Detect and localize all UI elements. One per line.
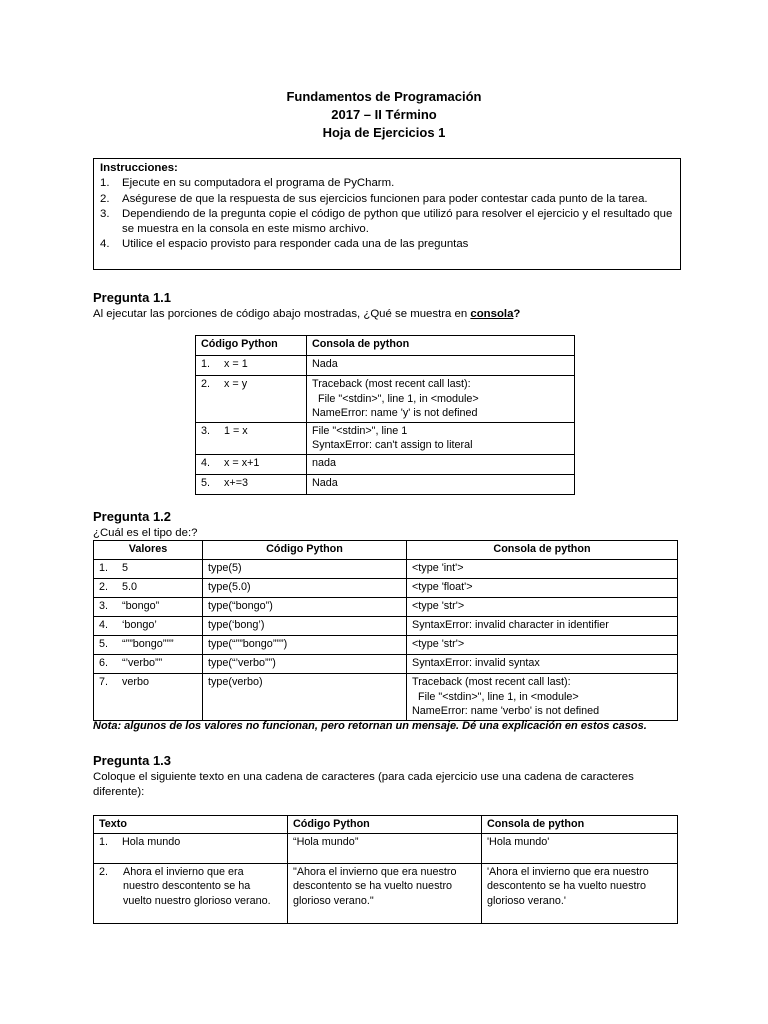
code-text: x = 1 bbox=[224, 358, 248, 370]
row-number: 3. bbox=[201, 424, 211, 437]
console-cell bbox=[307, 454, 575, 474]
question-1-2-table bbox=[93, 540, 678, 721]
instruction-item bbox=[100, 176, 674, 191]
table-row bbox=[196, 474, 575, 494]
code-text: x = y bbox=[224, 378, 248, 390]
console-cell bbox=[307, 422, 575, 454]
column-header: Valores bbox=[94, 541, 203, 560]
console-cell bbox=[407, 598, 678, 617]
console-text: File "<stdin>", line 1 SyntaxError: can't assign to literal bbox=[312, 424, 473, 452]
code-text: x = x+1 bbox=[224, 456, 260, 469]
row-number: 1. bbox=[201, 358, 211, 370]
table-row bbox=[94, 598, 678, 617]
console-text: <type 'float'> bbox=[412, 581, 473, 593]
prompt-end: ? bbox=[513, 308, 521, 320]
term-title: 2017 – II Término bbox=[331, 107, 437, 122]
console-cell: 'Ahora el invierno que era nuestro descontento se ha vuelto nuestro glorioso verano.' bbox=[482, 863, 678, 923]
instruction-number: 4. bbox=[100, 238, 110, 251]
row-number: 1. bbox=[99, 835, 109, 848]
row-number: 1. bbox=[99, 562, 109, 574]
code-cell: type(5.0) bbox=[203, 579, 407, 598]
course-title: Fundamentos de Programación bbox=[286, 89, 482, 104]
code-text: 1 = x bbox=[224, 424, 248, 437]
console-text: <type 'int'> bbox=[412, 562, 464, 574]
console-text: <type 'str'> bbox=[412, 600, 465, 612]
column-header: Código Python bbox=[196, 336, 307, 356]
value-text: “’verbo”” bbox=[122, 657, 163, 669]
console-cell bbox=[407, 617, 678, 636]
row-number: 5. bbox=[99, 638, 109, 650]
row-number: 2. bbox=[99, 865, 109, 878]
code-cell bbox=[196, 356, 307, 376]
console-cell bbox=[307, 356, 575, 376]
value-cell bbox=[94, 636, 203, 655]
instruction-number: 3. bbox=[100, 207, 110, 220]
table-row bbox=[94, 655, 678, 674]
table-row bbox=[94, 560, 678, 579]
text-cell bbox=[94, 833, 288, 863]
code-cell: type(‘bong’) bbox=[203, 617, 407, 636]
instruction-text: Aségurese de que la respuesta de sus ejercicios funcionen para poder contestar cada punto de la tarea. bbox=[122, 192, 648, 205]
table-header-row bbox=[94, 816, 678, 834]
code-cell: type(5) bbox=[203, 560, 407, 579]
text-cell bbox=[94, 863, 288, 923]
code-cell: type(verbo) bbox=[203, 674, 407, 721]
instructions-list bbox=[100, 176, 674, 252]
console-cell bbox=[407, 674, 678, 721]
code-cell: “Hola mundo” bbox=[288, 833, 482, 863]
console-cell bbox=[407, 579, 678, 598]
table-row bbox=[196, 356, 575, 376]
instruction-text: Ejecute en su computadora el programa de PyCharm. bbox=[122, 177, 395, 190]
instructions-title: Instrucciones: bbox=[100, 162, 178, 174]
row-number: 4. bbox=[201, 456, 211, 469]
console-text: SyntaxError: invalid character in identifier bbox=[412, 619, 609, 631]
row-number: 6. bbox=[99, 657, 109, 669]
question-1-1-table bbox=[195, 335, 575, 495]
value-text: ‘bongo’ bbox=[122, 619, 157, 631]
instruction-item bbox=[100, 192, 674, 207]
console-cell bbox=[407, 560, 678, 579]
table-row bbox=[94, 863, 678, 923]
column-header: Consola de python bbox=[482, 816, 678, 834]
value-cell bbox=[94, 579, 203, 598]
table-row bbox=[94, 579, 678, 598]
text-value: Hola mundo bbox=[122, 835, 181, 848]
console-cell bbox=[307, 474, 575, 494]
question-1-2-note: Nota: algunos de los valores no funcionan, pero retornan un mensaje. Dé una explicación en estos casos. bbox=[93, 720, 647, 732]
code-cell bbox=[196, 474, 307, 494]
code-cell: "Ahora el invierno que era nuestro descontento se ha vuelto nuestro glorioso verano." bbox=[288, 863, 482, 923]
console-cell bbox=[407, 655, 678, 674]
code-cell: type(“””bongo”””) bbox=[203, 636, 407, 655]
console-text: Nada bbox=[312, 358, 338, 370]
column-header: Código Python bbox=[288, 816, 482, 834]
value-cell bbox=[94, 655, 203, 674]
prompt-text: Al ejecutar las porciones de código abajo mostradas, ¿Qué se muestra en bbox=[93, 308, 471, 320]
table-row bbox=[94, 674, 678, 721]
question-1-1-prompt bbox=[93, 307, 520, 322]
instructions-box bbox=[93, 158, 681, 270]
value-text: 5.0 bbox=[122, 581, 138, 593]
row-number: 2. bbox=[201, 378, 211, 390]
value-cell bbox=[94, 617, 203, 636]
table-header-row bbox=[94, 541, 678, 560]
sheet-title: Hoja de Ejercicios 1 bbox=[322, 125, 446, 140]
question-1-1-title: Pregunta 1.1 bbox=[93, 290, 172, 305]
question-1-2-title: Pregunta 1.2 bbox=[93, 509, 172, 524]
row-number: 2. bbox=[99, 581, 109, 593]
console-text: <type 'str'> bbox=[412, 638, 465, 650]
instruction-number: 2. bbox=[100, 192, 110, 205]
console-cell bbox=[407, 636, 678, 655]
value-cell bbox=[94, 598, 203, 617]
question-1-3-title: Pregunta 1.3 bbox=[93, 753, 172, 768]
console-text: Traceback (most recent call last): File "<stdin>", line 1, in <module> NameError: name 'verbo' is not defined bbox=[412, 676, 600, 718]
console-text: Nada bbox=[312, 476, 338, 489]
console-text: Traceback (most recent call last): File "<stdin>", line 1, in <module> NameError: name 'y' is not defined bbox=[312, 378, 479, 420]
table-header-row bbox=[196, 336, 575, 356]
column-header: Consola de python bbox=[307, 336, 575, 356]
row-number: 7. bbox=[99, 676, 109, 688]
table-row bbox=[94, 833, 678, 863]
question-1-3-table bbox=[93, 815, 678, 924]
code-cell bbox=[196, 454, 307, 474]
column-header: Código Python bbox=[203, 541, 407, 560]
value-text: “bongo” bbox=[122, 600, 160, 612]
value-text: 5 bbox=[122, 562, 129, 574]
table-row bbox=[196, 454, 575, 474]
column-header: Texto bbox=[94, 816, 288, 834]
instruction-item bbox=[100, 237, 674, 252]
row-number: 3. bbox=[99, 600, 109, 612]
console-text: SyntaxError: invalid syntax bbox=[412, 657, 540, 669]
instruction-item bbox=[100, 207, 674, 238]
table-row bbox=[94, 636, 678, 655]
code-cell: type(“’verbo””) bbox=[203, 655, 407, 674]
value-cell bbox=[94, 674, 203, 721]
value-text: verbo bbox=[122, 676, 150, 688]
row-number: 5. bbox=[201, 476, 211, 489]
prompt-emphasis: consola bbox=[470, 308, 514, 320]
code-cell: type(“bongo”) bbox=[203, 598, 407, 617]
value-text: “””bongo””” bbox=[122, 638, 174, 650]
text-value: Ahora el invierno que era nuestro descontento se ha vuelto nuestro glorioso verano. bbox=[123, 865, 271, 907]
code-cell bbox=[196, 376, 307, 423]
value-cell bbox=[94, 560, 203, 579]
table-row bbox=[196, 376, 575, 423]
question-1-3-prompt: Coloque el siguiente texto en una cadena de caracteres (para cada ejercicio use una cadena de caracteres diferente): bbox=[93, 771, 634, 798]
instruction-number: 1. bbox=[100, 177, 110, 190]
console-text: nada bbox=[312, 456, 337, 469]
row-number: 4. bbox=[99, 619, 109, 631]
column-header: Consola de python bbox=[407, 541, 678, 560]
question-1-2-prompt: ¿Cuál es el tipo de:? bbox=[93, 527, 198, 539]
code-cell bbox=[196, 422, 307, 454]
instruction-text: Dependiendo de la pregunta copie el código de python que utilizó para resolver el ejercicio y el resultado que se muestra en la consola en este mismo archivo. bbox=[122, 207, 673, 236]
code-text: x+=3 bbox=[224, 476, 249, 489]
table-row bbox=[196, 422, 575, 454]
console-cell: 'Hola mundo' bbox=[482, 833, 678, 863]
table-row bbox=[94, 617, 678, 636]
console-cell bbox=[307, 376, 575, 423]
instruction-text: Utilice el espacio provisto para responder cada una de las preguntas bbox=[122, 238, 469, 251]
